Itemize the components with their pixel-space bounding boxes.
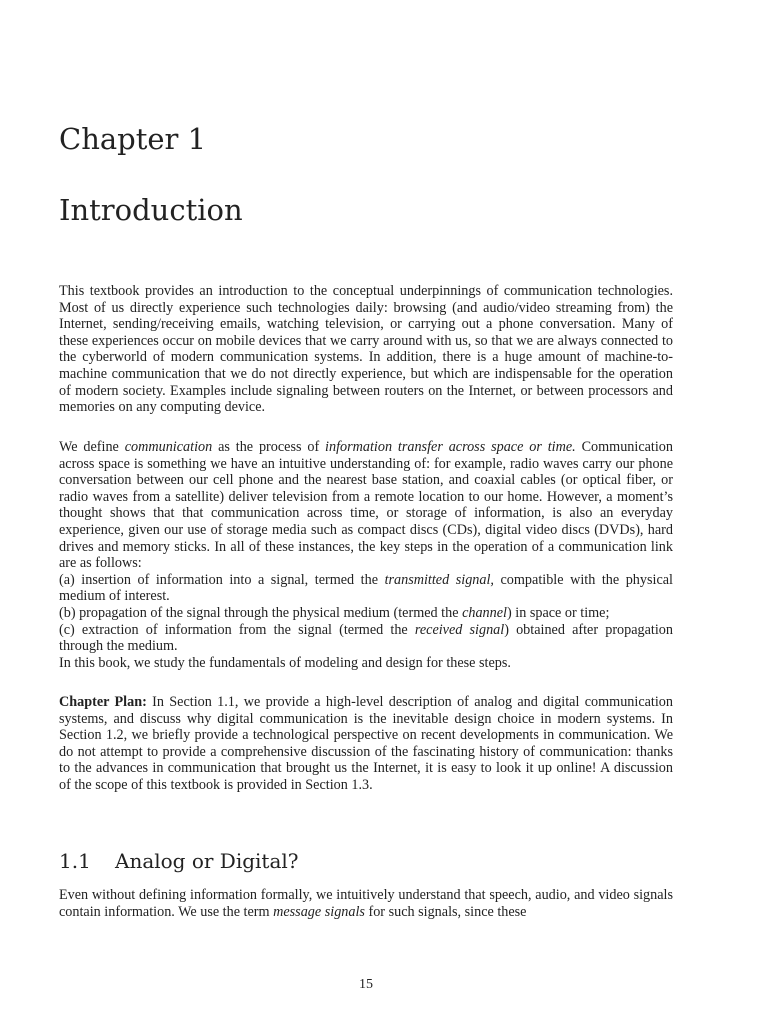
emphasis-transmitted-signal: transmitted signal, [384, 571, 494, 588]
chapter-plan-text: Chapter Plan: In Section 1.1, we provide a high-level description of analog and digital communication systems, and discuss why digital communication is the inevitable design choice in modern systems. In Section 1.2, we briefly provide a technological perspective on recent developments in communication. We do not attempt to provide a comprehensive discussion of the fascinating history of communication: thanks to the advances in communication that brought us the Internet, it is easy to look it up online! A discussion of the scope of this textbook is provided in Section 1.3. [59, 694, 673, 793]
chapter-plan-label: Chapter Plan: [59, 694, 147, 710]
section-title: Analog or Digital? [115, 849, 299, 873]
definition-closing: In this book, we study the fundamentals of modeling and design for these steps. [59, 654, 511, 671]
step-c: (c) extraction of information from the signal (termed the received signal) obtained after propagation through the medium. [59, 621, 673, 655]
emphasis-communication: communication [124, 439, 213, 455]
chapter-label: Chapter 1 [59, 122, 207, 156]
emphasis-information-transfer: information transfer across space or time. [325, 439, 576, 455]
section-paragraph [59, 887, 673, 920]
section-number: 1.1 [59, 849, 91, 873]
emphasis-message-signals: message signals [273, 903, 365, 920]
emphasis-channel: channel [462, 604, 507, 621]
page-number: 15 [359, 977, 373, 992]
intro-paragraph [59, 283, 673, 416]
chapter-title: Introduction [59, 193, 243, 227]
section-paragraph-text: Even without defining information formally, we intuitively understand that speech, audio, and video signals contain information. We use the term message signals for such signals, since these [59, 887, 673, 920]
step-a: (a) insertion of information into a signal, termed the transmitted signal, compatible with the physical medium of interest. [59, 571, 673, 605]
chapter-plan-paragraph [59, 694, 673, 794]
section-heading [59, 848, 299, 874]
emphasis-received-signal: received signal [414, 621, 505, 638]
definition-paragraph [59, 439, 673, 671]
definition-text: We define communication as the process of information transfer across space or time. Communication across space is something we have an intuitive understanding of: for example, radio waves carry our phone conversation between our cell phone and the nearest base station, and coaxial cables (or optical fiber, or radio waves from a satellite) deliver television from a remote location to our home. However, a moment’s thought shows that that communication across time, or storage of information, is also an everyday experience, given our use of storage media such as compact discs (CDs), digital video discs (DVDs), hard drives and memory sticks. In all of these instances, the key steps in the operation of a communication link are as follows: [59, 439, 673, 572]
intro-paragraph-text: This textbook provides an introduction to the conceptual underpinnings of communication technologies. Most of us directly experience such technologies daily: browsing (and audio/video streaming from) the Internet, sending/receiving emails, watching television, or carrying out a phone conversation. Many of these experiences occur on mobile devices that we carry around with us, so that we are always connected to the cyberworld of modern communication systems. In addition, there is a huge amount of machine-to-machine communication that we do not directly experience, but which are indispensable for the operation of modern society. Examples include signaling between routers on the Internet, or between processors and memories on any computing device. [59, 283, 673, 416]
step-b: (b) propagation of the signal through the physical medium (termed the channel) in space or time; [59, 604, 610, 621]
